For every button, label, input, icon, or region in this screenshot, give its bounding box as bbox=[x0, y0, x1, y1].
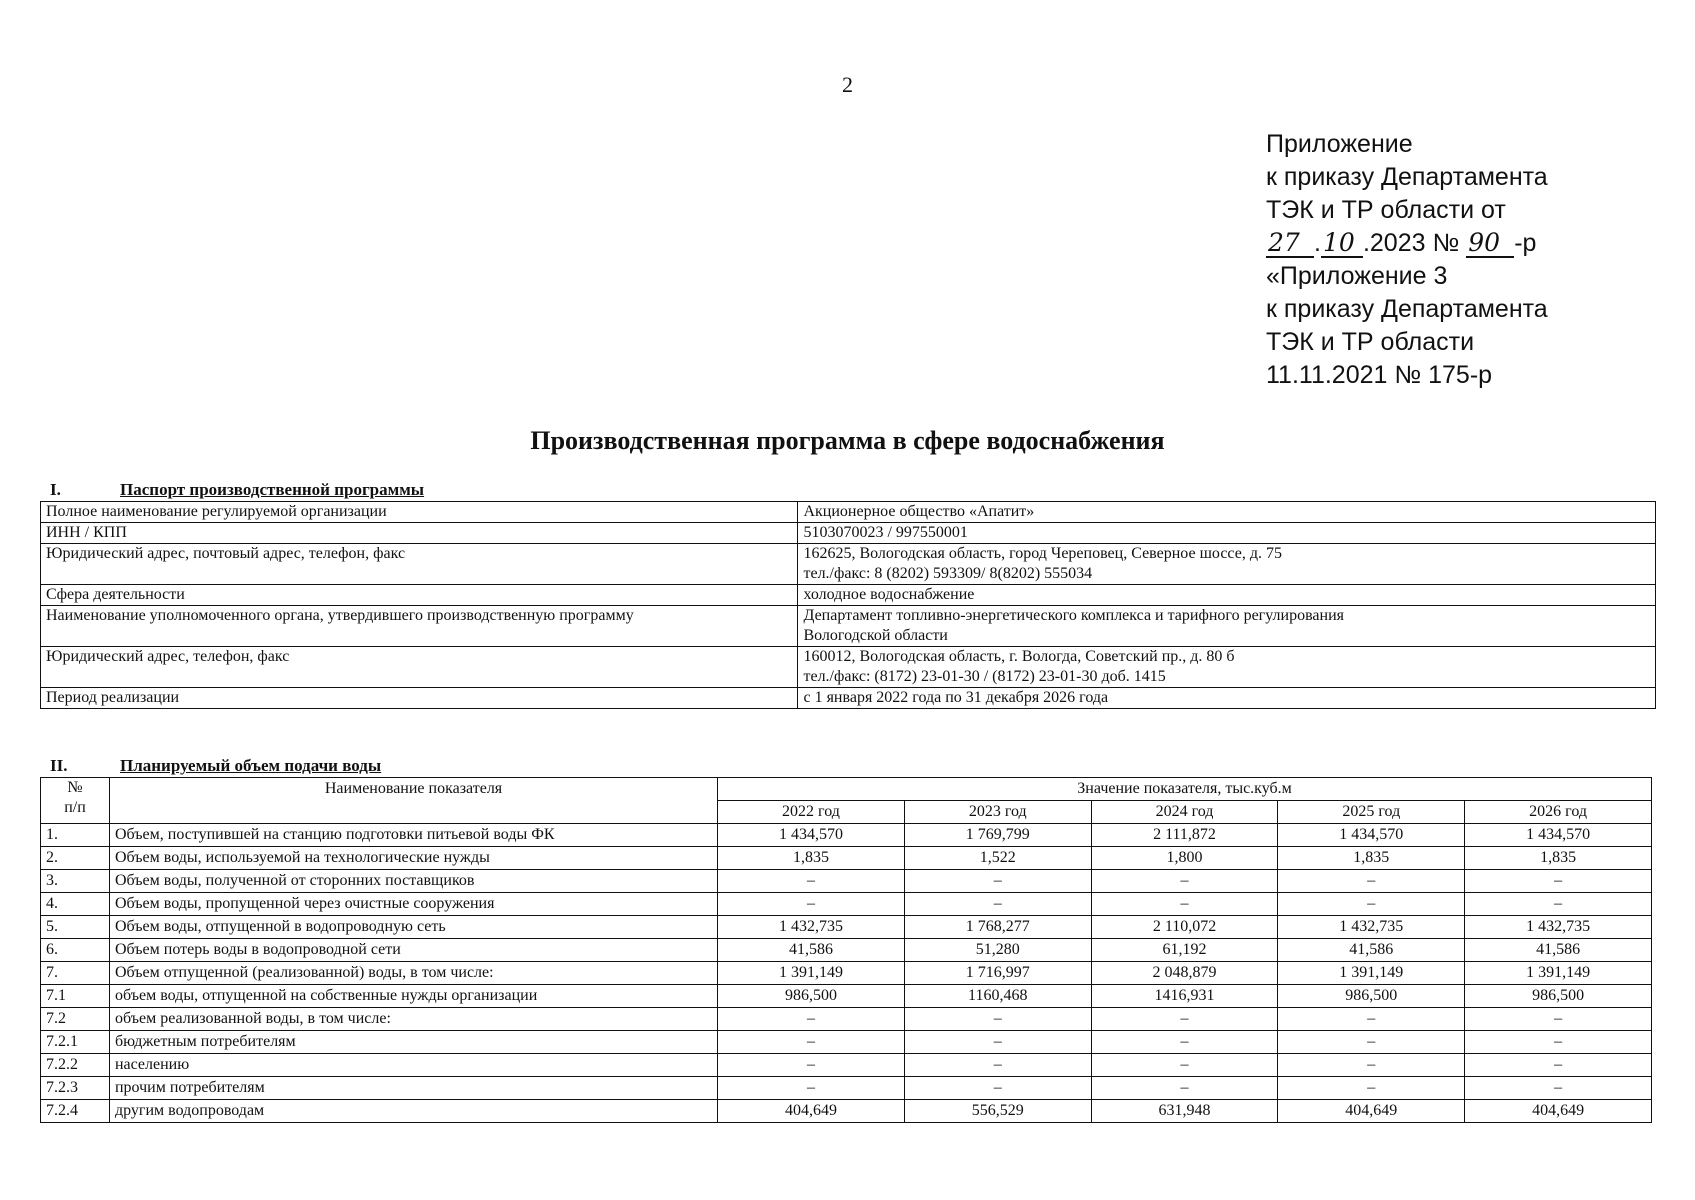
row-value: 1 391,149 bbox=[1278, 962, 1465, 985]
date-year: .2023 № bbox=[1362, 229, 1460, 257]
row-value: 41,586 bbox=[1278, 939, 1465, 962]
table-row bbox=[41, 985, 1652, 1008]
table-row bbox=[41, 1008, 1652, 1031]
header-values: Значение показателя, тыс.куб.м bbox=[718, 778, 1652, 801]
passport-row bbox=[41, 606, 1656, 647]
row-value: 2 111,872 bbox=[1091, 824, 1278, 847]
passport-key: Наименование уполномоченного органа, утвердившего производственную программу bbox=[41, 606, 798, 647]
handwritten-order-number: 90 bbox=[1466, 230, 1514, 258]
row-name: прочим потребителям bbox=[109, 1077, 717, 1100]
row-name: Объем воды, полученной от сторонних поставщиков bbox=[109, 870, 717, 893]
passport-row bbox=[41, 502, 1656, 523]
row-value: 2 048,879 bbox=[1091, 962, 1278, 985]
row-value: 1,835 bbox=[1465, 847, 1652, 870]
passport-table bbox=[40, 501, 1656, 709]
row-number: 4. bbox=[41, 893, 110, 916]
table-row bbox=[41, 916, 1652, 939]
row-value: 986,500 bbox=[718, 985, 905, 1008]
header-indicator-name: Наименование показателя bbox=[109, 778, 717, 824]
row-value: 1 434,570 bbox=[1465, 824, 1652, 847]
appendix-line: ТЭК и ТР области от bbox=[1266, 196, 1506, 224]
row-value: – bbox=[718, 1054, 905, 1077]
row-value: – bbox=[1278, 1008, 1465, 1031]
table-row bbox=[41, 1077, 1652, 1100]
appendix-line: ТЭК и ТР области bbox=[1266, 328, 1475, 356]
passport-value-line: холодное водоснабжение bbox=[803, 586, 975, 603]
header-year: 2026 год bbox=[1465, 801, 1652, 824]
row-value: – bbox=[1465, 870, 1652, 893]
row-number: 7.2.2 bbox=[41, 1054, 110, 1077]
water-volume-table bbox=[40, 777, 1652, 1123]
passport-value-line: Акционерное общество «Апатит» bbox=[803, 503, 1035, 520]
table-row bbox=[41, 962, 1652, 985]
row-value: – bbox=[718, 1031, 905, 1054]
row-value: – bbox=[718, 1077, 905, 1100]
row-value: 1 716,997 bbox=[904, 962, 1091, 985]
row-value: – bbox=[1091, 893, 1278, 916]
row-value: 404,649 bbox=[718, 1100, 905, 1123]
header-number: № п/п bbox=[41, 778, 110, 824]
row-name: Объем потерь воды в водопроводной сети bbox=[109, 939, 717, 962]
row-value: 1 768,277 bbox=[904, 916, 1091, 939]
row-value: 1 434,570 bbox=[1278, 824, 1465, 847]
row-number: 7.2.1 bbox=[41, 1031, 110, 1054]
row-value: 1,835 bbox=[718, 847, 905, 870]
row-value: 1 769,799 bbox=[904, 824, 1091, 847]
passport-row bbox=[41, 544, 1656, 585]
row-value: 41,586 bbox=[1465, 939, 1652, 962]
row-value: – bbox=[1278, 1031, 1465, 1054]
passport-value-line: тел./факс: (8172) 23-01-30 / (8172) 23-01-30 доб. 1415 bbox=[803, 668, 1166, 685]
row-value: 1160,468 bbox=[904, 985, 1091, 1008]
row-number: 7.2 bbox=[41, 1008, 110, 1031]
handwritten-month: 10 bbox=[1321, 230, 1363, 258]
row-value: – bbox=[1465, 1054, 1652, 1077]
passport-value bbox=[798, 502, 1656, 523]
row-value: 1416,931 bbox=[1091, 985, 1278, 1008]
row-value: – bbox=[904, 1054, 1091, 1077]
row-value: 1,835 bbox=[1278, 847, 1465, 870]
table-row bbox=[41, 939, 1652, 962]
row-value: – bbox=[904, 1031, 1091, 1054]
passport-key: Юридический адрес, почтовый адрес, телефон, факс bbox=[41, 544, 798, 585]
row-value: – bbox=[904, 1008, 1091, 1031]
row-value: – bbox=[1465, 1008, 1652, 1031]
row-value: – bbox=[718, 870, 905, 893]
row-value: 1 432,735 bbox=[718, 916, 905, 939]
section-1-title bbox=[50, 480, 424, 500]
row-name: объем реализованной воды, в том числе: bbox=[109, 1008, 717, 1031]
row-value: – bbox=[1091, 1008, 1278, 1031]
row-name: Объем воды, используемой на технологические нужды bbox=[109, 847, 717, 870]
appendix-line: Приложение bbox=[1266, 130, 1413, 158]
section-heading: Паспорт производственной программы bbox=[120, 480, 425, 499]
row-value: 404,649 bbox=[1465, 1100, 1652, 1123]
passport-value-line: 5103070023 / 997550001 bbox=[803, 524, 968, 541]
document-title: Производственная программа в сфере водоснабжения bbox=[530, 426, 1165, 455]
passport-value bbox=[798, 688, 1656, 709]
row-number: 6. bbox=[41, 939, 110, 962]
appendix-line: 11.11.2021 № 175-р bbox=[1266, 361, 1493, 389]
row-value: 631,948 bbox=[1091, 1100, 1278, 1123]
row-value: – bbox=[904, 893, 1091, 916]
row-number: 7.1 bbox=[41, 985, 110, 1008]
passport-key: Период реализации bbox=[41, 688, 798, 709]
row-value: 1 432,735 bbox=[1465, 916, 1652, 939]
passport-key: Сфера деятельности bbox=[41, 585, 798, 606]
row-name: Объем отпущенной (реализованной) воды, в том числе: bbox=[109, 962, 717, 985]
row-value: 1 391,149 bbox=[1465, 962, 1652, 985]
section-number: I. bbox=[50, 480, 61, 499]
passport-value-line: с 1 января 2022 года по 31 декабря 2026 года bbox=[803, 689, 1109, 706]
row-name: Объем воды, пропущенной через очистные сооружения bbox=[109, 893, 717, 916]
row-value: – bbox=[904, 870, 1091, 893]
passport-row bbox=[41, 523, 1656, 544]
appendix-date-line bbox=[1266, 227, 1548, 260]
row-name: другим водопроводам bbox=[109, 1100, 717, 1123]
row-value: – bbox=[718, 1008, 905, 1031]
passport-key: Полное наименование регулируемой организации bbox=[41, 502, 798, 523]
row-number: 5. bbox=[41, 916, 110, 939]
page-number: 2 bbox=[842, 72, 853, 97]
passport-value bbox=[798, 585, 1656, 606]
table-row bbox=[41, 893, 1652, 916]
row-value: 556,529 bbox=[904, 1100, 1091, 1123]
row-value: 1,800 bbox=[1091, 847, 1278, 870]
passport-row bbox=[41, 647, 1656, 688]
row-number: 2. bbox=[41, 847, 110, 870]
appendix-line: к приказу Департамента bbox=[1266, 163, 1548, 191]
appendix-block bbox=[1266, 128, 1548, 392]
passport-key: Юридический адрес, телефон, факс bbox=[41, 647, 798, 688]
section-2-title bbox=[50, 756, 381, 776]
table-row bbox=[41, 1031, 1652, 1054]
row-number: 1. bbox=[41, 824, 110, 847]
header-year: 2025 год bbox=[1278, 801, 1465, 824]
passport-key: ИНН / КПП bbox=[41, 523, 798, 544]
row-value: – bbox=[1278, 1054, 1465, 1077]
row-value: 1 434,570 bbox=[718, 824, 905, 847]
appendix-line: «Приложение 3 bbox=[1266, 262, 1448, 290]
row-value: – bbox=[1465, 1077, 1652, 1100]
row-value: – bbox=[1278, 870, 1465, 893]
row-value: 1 391,149 bbox=[718, 962, 905, 985]
row-value: 41,586 bbox=[718, 939, 905, 962]
row-number: 7.2.3 bbox=[41, 1077, 110, 1100]
table-row bbox=[41, 847, 1652, 870]
row-value: – bbox=[1091, 1077, 1278, 1100]
row-value: 1,522 bbox=[904, 847, 1091, 870]
row-value: – bbox=[1465, 1031, 1652, 1054]
row-value: – bbox=[904, 1077, 1091, 1100]
passport-value-line: Департамент топливно-энергетического комплекса и тарифного регулирования bbox=[803, 607, 1344, 624]
passport-value-line: 160012, Вологодская область, г. Вологда, Советский пр., д. 80 б bbox=[803, 648, 1235, 665]
handwritten-day: 27 bbox=[1266, 230, 1314, 258]
row-value: 51,280 bbox=[904, 939, 1091, 962]
row-value: 986,500 bbox=[1465, 985, 1652, 1008]
passport-value bbox=[798, 523, 1656, 544]
passport-value-line: тел./факс: 8 (8202) 593309/ 8(8202) 555034 bbox=[803, 565, 1093, 582]
passport-row bbox=[41, 688, 1656, 709]
row-value: – bbox=[1465, 893, 1652, 916]
passport-value bbox=[798, 606, 1656, 647]
row-number: 3. bbox=[41, 870, 110, 893]
table-row bbox=[41, 870, 1652, 893]
header-year: 2024 год bbox=[1091, 801, 1278, 824]
row-name: Объем воды, отпущенной в водопроводную сеть bbox=[109, 916, 717, 939]
row-value: 61,192 bbox=[1091, 939, 1278, 962]
passport-value-line: Вологодской области bbox=[803, 627, 948, 644]
row-name: объем воды, отпущенной на собственные нужды организации bbox=[109, 985, 717, 1008]
row-value: – bbox=[1091, 1054, 1278, 1077]
row-number: 7. bbox=[41, 962, 110, 985]
row-value: – bbox=[1091, 1031, 1278, 1054]
row-name: населению bbox=[109, 1054, 717, 1077]
row-name: Объем, поступившей на станцию подготовки питьевой воды ФК bbox=[109, 824, 717, 847]
date-separator: . bbox=[1314, 229, 1321, 257]
row-value: 1 432,735 bbox=[1278, 916, 1465, 939]
row-value: – bbox=[1278, 893, 1465, 916]
row-value: 986,500 bbox=[1278, 985, 1465, 1008]
row-value: – bbox=[1091, 870, 1278, 893]
table-row bbox=[41, 1100, 1652, 1123]
row-name: бюджетным потребителям bbox=[109, 1031, 717, 1054]
row-number: 7.2.4 bbox=[41, 1100, 110, 1123]
passport-value-line: 162625, Вологодская область, город Череповец, Северное шоссе, д. 75 bbox=[803, 545, 1282, 562]
table-row bbox=[41, 824, 1652, 847]
appendix-line: к приказу Департамента bbox=[1266, 295, 1548, 323]
passport-row bbox=[41, 585, 1656, 606]
header-year: 2022 год bbox=[718, 801, 905, 824]
row-value: 2 110,072 bbox=[1091, 916, 1278, 939]
header-year: 2023 год bbox=[904, 801, 1091, 824]
order-suffix: -р bbox=[1514, 229, 1537, 257]
row-value: – bbox=[718, 893, 905, 916]
table-row bbox=[41, 1054, 1652, 1077]
passport-value bbox=[798, 544, 1656, 585]
passport-value bbox=[798, 647, 1656, 688]
row-value: 404,649 bbox=[1278, 1100, 1465, 1123]
row-value: – bbox=[1278, 1077, 1465, 1100]
section-heading: Планируемый объем подачи воды bbox=[120, 756, 382, 775]
section-number: II. bbox=[50, 756, 68, 775]
